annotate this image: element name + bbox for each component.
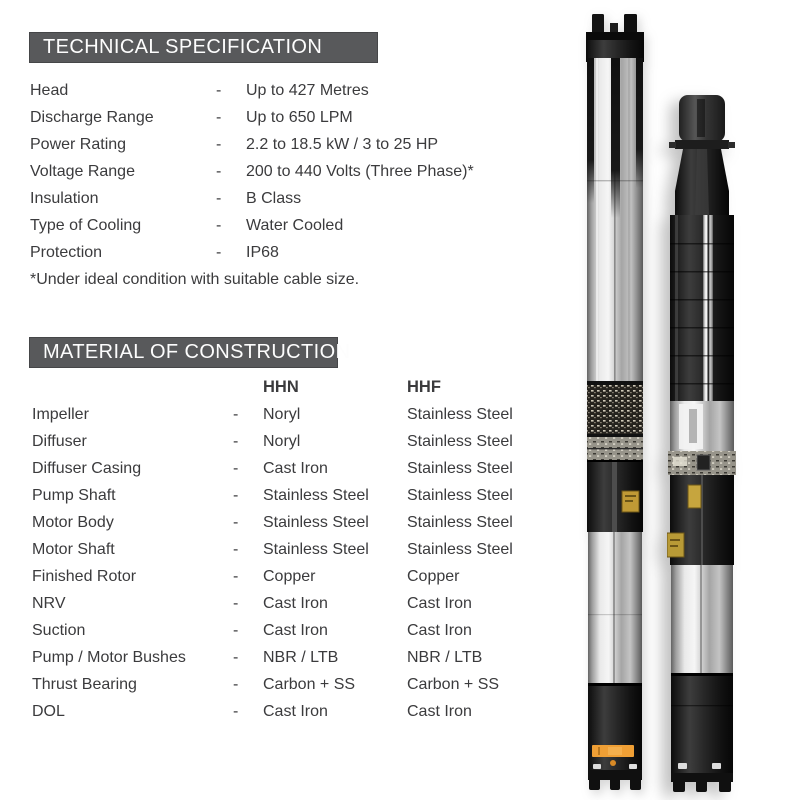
spec-row-power-rating — [30, 131, 555, 158]
spec-row-type-of-cooling — [30, 212, 555, 239]
material-row-impeller — [32, 401, 577, 428]
material-column-headers — [32, 374, 577, 401]
spec-label: Protection — [30, 244, 103, 261]
material-row-pump-shaft — [32, 482, 577, 509]
material-dash: - — [233, 514, 239, 531]
pump-label-band — [587, 437, 643, 460]
spec-label: Insulation — [30, 190, 99, 207]
material-row-motor-body — [32, 509, 577, 536]
spec-value: Up to 650 LPM — [246, 109, 353, 126]
material-dash: - — [233, 433, 239, 450]
pump-nrv-section — [587, 460, 643, 532]
material-row-diffuser — [32, 428, 577, 455]
material-row-dol — [32, 698, 577, 725]
pump-label-band — [668, 451, 736, 475]
material-label: NRV — [32, 595, 66, 612]
pump-cap — [669, 95, 735, 149]
spec-dash: - — [216, 82, 222, 99]
pump-bottom-section — [671, 673, 733, 779]
material-hhf-value: Carbon + SS — [407, 676, 500, 693]
material-label: Impeller — [32, 406, 89, 423]
pump-feet — [671, 773, 733, 792]
spec-footnote: *Under ideal condition with suitable cable size. — [30, 271, 360, 288]
material-hhn-value: Cast Iron — [263, 595, 328, 612]
spec-row-head — [30, 77, 555, 104]
material-label: Finished Rotor — [32, 568, 137, 585]
material-dash: - — [233, 406, 239, 423]
pump-feet — [588, 770, 642, 790]
spec-dash: - — [216, 136, 222, 153]
technical-specification-table — [30, 77, 555, 293]
spec-dash: - — [216, 190, 222, 207]
material-hhn-value: Noryl — [263, 406, 301, 423]
material-label: Suction — [32, 622, 86, 639]
column-header-hhn: HHN — [263, 378, 299, 396]
spec-row-insulation — [30, 185, 555, 212]
material-hhn-value: Copper — [263, 568, 316, 585]
spec-label: Discharge Range — [30, 109, 154, 126]
material-row-suction — [32, 617, 577, 644]
spec-row-protection — [30, 239, 555, 266]
material-of-construction-header: MATERIAL OF CONSTRUCTION — [29, 337, 338, 368]
material-of-construction-table — [32, 374, 577, 725]
material-label: Diffuser — [32, 433, 87, 450]
motor-body-section — [588, 532, 642, 683]
spec-value: IP68 — [246, 244, 279, 261]
spec-row-discharge-range — [30, 104, 555, 131]
spec-row-voltage-range — [30, 158, 555, 185]
pump-strainer — [587, 381, 643, 437]
material-hhn-value: Cast Iron — [263, 622, 328, 639]
spec-dash: - — [216, 217, 222, 234]
material-dash: - — [233, 460, 239, 477]
pump-bottom-section — [588, 683, 642, 780]
spec-value: Water Cooled — [246, 217, 344, 234]
left-pump-image — [584, 14, 646, 790]
pump-top-bracket — [586, 14, 644, 62]
material-row-motor-shaft — [32, 536, 577, 563]
material-label: Diffuser Casing — [32, 460, 142, 477]
material-hhn-value: Cast Iron — [263, 460, 328, 477]
material-hhf-value: NBR / LTB — [407, 649, 483, 666]
material-dash: - — [233, 622, 239, 639]
material-dash: - — [233, 595, 239, 612]
material-row-diffuser-casing — [32, 455, 577, 482]
material-hhf-value: Stainless Steel — [407, 406, 513, 423]
material-label: DOL — [32, 703, 65, 720]
spec-value: 2.2 to 18.5 kW / 3 to 25 HP — [246, 136, 439, 153]
spec-dash: - — [216, 109, 222, 126]
spec-label: Voltage Range — [30, 163, 135, 180]
material-hhf-value: Stainless Steel — [407, 541, 513, 558]
material-hhf-value: Stainless Steel — [407, 433, 513, 450]
pump-nrv-section — [667, 475, 734, 565]
material-label: Pump / Motor Bushes — [32, 649, 186, 666]
material-dash: - — [233, 541, 239, 558]
material-label: Thrust Bearing — [32, 676, 137, 693]
material-hhf-value: Cast Iron — [407, 703, 472, 720]
material-label: Pump Shaft — [32, 487, 116, 504]
material-label: Motor Body — [32, 514, 114, 531]
material-hhn-value: Carbon + SS — [263, 676, 356, 693]
material-hhn-value: NBR / LTB — [263, 649, 339, 666]
spec-label: Head — [30, 82, 69, 99]
spec-label: Type of Cooling — [30, 217, 142, 234]
pump-upper-body-dark — [670, 215, 734, 401]
technical-specification-header: TECHNICAL SPECIFICATION — [29, 32, 378, 63]
material-label: Motor Shaft — [32, 541, 115, 558]
material-dash: - — [233, 487, 239, 504]
spec-value: 200 to 440 Volts (Three Phase)* — [246, 163, 474, 180]
material-hhn-value: Stainless Steel — [263, 487, 369, 504]
material-row-pump-motor-bushes — [32, 644, 577, 671]
material-hhn-value: Cast Iron — [263, 703, 328, 720]
material-hhf-value: Copper — [407, 568, 460, 585]
material-hhf-value: Cast Iron — [407, 595, 472, 612]
material-dash: - — [233, 568, 239, 585]
material-hhf-value: Stainless Steel — [407, 514, 513, 531]
material-hhn-value: Stainless Steel — [263, 514, 369, 531]
spec-value: B Class — [246, 190, 302, 207]
material-hhf-value: Cast Iron — [407, 622, 472, 639]
material-dash: - — [233, 649, 239, 666]
motor-body-section — [671, 565, 733, 673]
material-row-thrust-bearing — [32, 671, 577, 698]
column-header-hhf: HHF — [407, 378, 441, 396]
material-hhf-value: Stainless Steel — [407, 460, 513, 477]
material-dash: - — [233, 676, 239, 693]
right-pump-image — [667, 93, 737, 792]
material-hhn-value: Noryl — [263, 433, 301, 450]
pump-neck — [675, 149, 729, 215]
pump-chrome-section — [670, 401, 734, 451]
spec-dash: - — [216, 163, 222, 180]
material-row-finished-rotor — [32, 563, 577, 590]
material-hhf-value: Stainless Steel — [407, 487, 513, 504]
spec-value: Up to 427 Metres — [246, 82, 369, 99]
spec-label: Power Rating — [30, 136, 127, 153]
material-row-nrv — [32, 590, 577, 617]
material-dash: - — [233, 703, 239, 720]
gold-label — [688, 485, 701, 508]
spec-dash: - — [216, 244, 222, 261]
material-hhn-value: Stainless Steel — [263, 541, 369, 558]
